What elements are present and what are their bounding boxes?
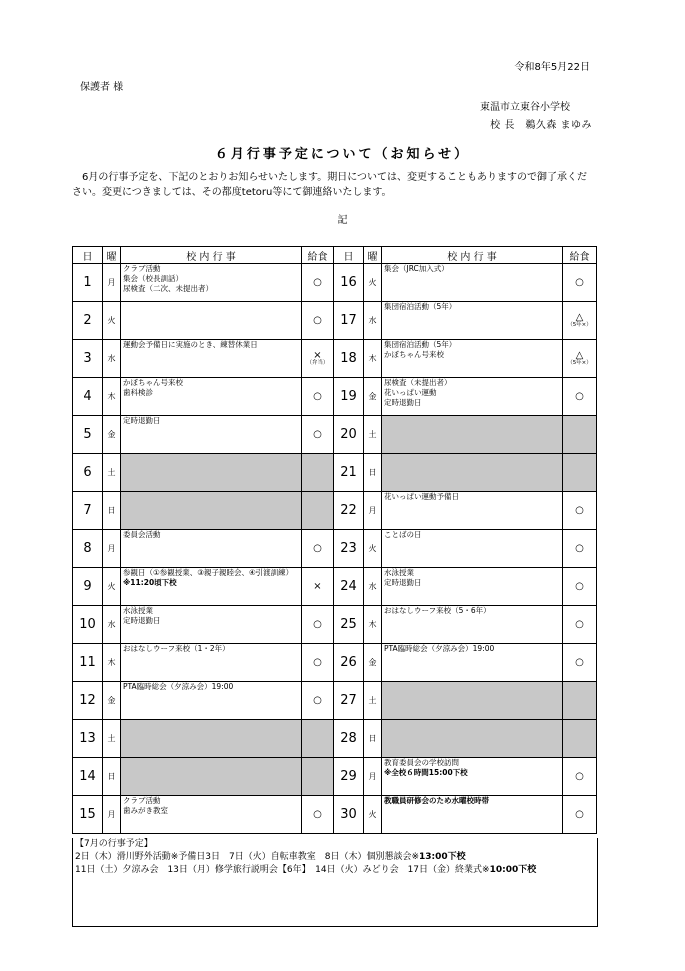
table-row [73, 530, 597, 568]
event-line: 定時退勤日 [123, 416, 161, 425]
day-number: 15 [73, 796, 103, 834]
meal-cell [563, 682, 597, 720]
meal-cell [563, 340, 597, 378]
meal-mark: ○ [313, 315, 322, 326]
meal-cell [563, 720, 597, 758]
weekday: 水 [103, 606, 121, 644]
intro-paragraph: 6月の行事予定を、下記のとおりお知らせいたします。期日については、変更することもありますので御了承ください。変更につきましては、その都度tetoru等にて御連絡いたします。 [72, 172, 588, 198]
event-cell [382, 796, 563, 834]
event-line: 集会（校長訓話） [123, 274, 183, 283]
day-number: 5 [73, 416, 103, 454]
day-number: 18 [334, 340, 364, 378]
july-schedule [72, 838, 598, 927]
event-line: 委員会活動 [123, 530, 161, 539]
meal-mark: ○ [313, 695, 322, 706]
event-line: クラブ活動 [123, 264, 161, 273]
day-number: 7 [73, 492, 103, 530]
header-events: 校 内 行 事 [121, 247, 302, 264]
table-row [73, 492, 597, 530]
meal-mark: ○ [575, 277, 584, 288]
weekday: 木 [364, 340, 382, 378]
event-line: PTA臨時総会（夕涼み会）19:00 [384, 644, 495, 653]
weekday: 火 [103, 302, 121, 340]
weekday: 火 [103, 568, 121, 606]
weekday: 日 [103, 758, 121, 796]
event-line: 歯科検診 [123, 388, 153, 397]
meal-cell [302, 530, 334, 568]
day-number: 19 [334, 378, 364, 416]
july-line-2-bold: 10:00下校 [489, 865, 537, 875]
july-heading: 【7月の行事予定】 [75, 839, 153, 849]
meal-cell [302, 758, 334, 796]
event-cell [121, 530, 302, 568]
table-row [73, 720, 597, 758]
event-cell [382, 568, 563, 606]
meal-mark: ○ [313, 543, 322, 554]
table-row [73, 416, 597, 454]
meal-cell [563, 568, 597, 606]
day-number: 2 [73, 302, 103, 340]
day-number: 13 [73, 720, 103, 758]
event-cell [382, 492, 563, 530]
event-cell [382, 340, 563, 378]
meal-cell [302, 378, 334, 416]
weekday: 木 [103, 378, 121, 416]
event-line: 教職員研修会のため水曜校時帯 [384, 796, 489, 805]
weekday: 金 [364, 644, 382, 682]
meal-note: （5年×） [567, 321, 592, 328]
weekday: 土 [103, 454, 121, 492]
event-line: かぼちゃん号来校 [384, 350, 444, 359]
recipient: 保護者 様 [80, 82, 124, 93]
day-number: 22 [334, 492, 364, 530]
meal-cell [302, 454, 334, 492]
day-number: 20 [334, 416, 364, 454]
table-header-row [73, 247, 597, 264]
event-line: 運動会予備日に実施のとき、練替休業日 [123, 340, 258, 349]
event-cell [121, 340, 302, 378]
weekday: 水 [103, 340, 121, 378]
meal-cell [563, 378, 597, 416]
meal-mark: × [313, 349, 322, 361]
event-line: 教育委員会の学校訪問 [384, 758, 459, 767]
table-row [73, 568, 597, 606]
event-cell [382, 682, 563, 720]
event-cell [382, 530, 563, 568]
event-cell [382, 302, 563, 340]
meal-mark: ○ [575, 581, 584, 592]
event-cell [121, 796, 302, 834]
weekday: 日 [364, 720, 382, 758]
event-line: 水泳授業 [123, 606, 153, 615]
july-line-1-text: 2日（木）滑川野外活動※予備日3日 7日（火）自転車教室 8日（木）個別懇談会※ [75, 852, 419, 862]
meal-mark: ○ [313, 657, 322, 668]
event-line: クラブ活動 [123, 796, 161, 805]
day-number: 26 [334, 644, 364, 682]
weekday: 水 [364, 568, 382, 606]
event-line: 定時退勤日 [123, 616, 161, 625]
weekday: 金 [103, 416, 121, 454]
day-number: 17 [334, 302, 364, 340]
event-line: おはなしウーフ来校（5・6年） [384, 606, 491, 615]
meal-mark: ○ [575, 809, 584, 820]
meal-cell [302, 644, 334, 682]
table-row [73, 454, 597, 492]
event-line: 定時退勤日 [384, 578, 422, 587]
meal-cell [302, 606, 334, 644]
day-number: 9 [73, 568, 103, 606]
meal-cell [563, 416, 597, 454]
meal-mark: △ [575, 349, 584, 361]
meal-mark: ○ [313, 619, 322, 630]
event-cell [382, 454, 563, 492]
meal-cell [302, 340, 334, 378]
day-number: 12 [73, 682, 103, 720]
event-cell [121, 568, 302, 606]
day-number: 30 [334, 796, 364, 834]
event-line: 定時退勤日 [384, 398, 422, 407]
weekday: 月 [364, 492, 382, 530]
event-cell [121, 758, 302, 796]
weekday: 土 [364, 416, 382, 454]
document-title: ６月行事予定について（お知らせ） [214, 147, 471, 162]
meal-mark: ○ [313, 277, 322, 288]
day-number: 4 [73, 378, 103, 416]
meal-cell [302, 720, 334, 758]
weekday: 月 [103, 530, 121, 568]
day-number: 27 [334, 682, 364, 720]
meal-cell [563, 796, 597, 834]
day-number: 8 [73, 530, 103, 568]
weekday: 月 [103, 264, 121, 302]
principal-name: 校 長 鵜久森 まゆみ [490, 120, 592, 131]
day-number: 10 [73, 606, 103, 644]
day-number: 11 [73, 644, 103, 682]
event-line: 尿検査（二次、未提出者） [123, 284, 213, 293]
weekday: 土 [364, 682, 382, 720]
header-day: 日 [334, 247, 364, 264]
event-line: ことばの日 [384, 530, 422, 539]
meal-cell [563, 644, 597, 682]
meal-mark: × [313, 581, 322, 592]
meal-cell [563, 492, 597, 530]
event-line: 集団宿泊活動（5年） [384, 340, 457, 349]
event-cell [382, 758, 563, 796]
event-cell [382, 720, 563, 758]
july-line-2 [75, 864, 597, 877]
table-row [73, 682, 597, 720]
event-cell [121, 378, 302, 416]
meal-cell [302, 264, 334, 302]
event-line: かぼちゃん号来校 [123, 378, 183, 387]
meal-cell [563, 454, 597, 492]
schedule-table [72, 246, 597, 834]
weekday: 火 [364, 530, 382, 568]
header-events: 校 内 行 事 [382, 247, 563, 264]
meal-cell [302, 568, 334, 606]
day-number: 16 [334, 264, 364, 302]
table-row [73, 378, 597, 416]
weekday: 金 [103, 682, 121, 720]
table-row [73, 264, 597, 302]
event-line: 参観日（①参観授業、③親子親睦会、④引渡訓練） [123, 568, 294, 577]
event-line: おはなしウーフ来校（1・2年） [123, 644, 230, 653]
event-cell [121, 264, 302, 302]
event-cell [121, 492, 302, 530]
weekday: 木 [364, 606, 382, 644]
day-number: 21 [334, 454, 364, 492]
meal-cell [302, 492, 334, 530]
weekday: 月 [364, 758, 382, 796]
event-cell [121, 644, 302, 682]
event-line: ※全校６時間15:00下校 [384, 768, 468, 777]
meal-cell [563, 264, 597, 302]
day-number: 28 [334, 720, 364, 758]
event-line: PTA臨時総会（夕涼み会）19:00 [123, 682, 234, 691]
event-line: 花いっぱい運動 [384, 388, 437, 397]
weekday: 金 [364, 378, 382, 416]
event-cell [382, 644, 563, 682]
meal-cell [302, 796, 334, 834]
event-cell [121, 720, 302, 758]
event-line: 集会（JRC加入式） [384, 264, 449, 273]
meal-mark: ○ [313, 429, 322, 440]
weekday: 火 [364, 796, 382, 834]
meal-note: （5年×） [567, 359, 592, 366]
weekday: 木 [103, 644, 121, 682]
meal-note: （弁当） [306, 359, 329, 366]
meal-cell [302, 416, 334, 454]
weekday: 日 [103, 492, 121, 530]
event-cell [121, 682, 302, 720]
meal-cell [563, 606, 597, 644]
meal-cell [563, 302, 597, 340]
meal-mark: ○ [575, 505, 584, 516]
event-line: ※11:20頃下校 [123, 578, 177, 587]
event-cell [382, 378, 563, 416]
meal-mark: ○ [575, 543, 584, 554]
table-row [73, 644, 597, 682]
event-cell [382, 606, 563, 644]
header-weekday: 曜 [103, 247, 121, 264]
header-meal: 給食 [302, 247, 334, 264]
event-cell [121, 416, 302, 454]
day-number: 23 [334, 530, 364, 568]
day-number: 29 [334, 758, 364, 796]
meal-cell [563, 758, 597, 796]
header-weekday: 曜 [364, 247, 382, 264]
day-number: 25 [334, 606, 364, 644]
day-number: 6 [73, 454, 103, 492]
event-line: 歯みがき教室 [123, 806, 168, 815]
day-number: 1 [73, 264, 103, 302]
event-line: 集団宿泊活動（5年） [384, 302, 457, 311]
meal-mark: △ [575, 311, 584, 323]
table-row [73, 796, 597, 834]
meal-mark: ○ [575, 619, 584, 630]
table-row [73, 302, 597, 340]
meal-cell [563, 530, 597, 568]
event-line: 花いっぱい運動予備日 [384, 492, 459, 501]
weekday: 月 [103, 796, 121, 834]
meal-cell [302, 682, 334, 720]
july-line-2-text: 11日（土）夕涼み会 13日（月）修学旅行説明会【6年】 14日（火）みどり会 17日（金）終業式※ [75, 865, 490, 875]
event-line: 水泳授業 [384, 568, 414, 577]
weekday: 火 [364, 264, 382, 302]
issue-date: 令和8年5月22日 [514, 62, 590, 73]
event-line: 尿検査（未提出者） [384, 378, 452, 387]
meal-mark: ○ [313, 809, 322, 820]
day-number: 3 [73, 340, 103, 378]
header-day: 日 [73, 247, 103, 264]
weekday: 土 [103, 720, 121, 758]
school-name: 東温市立東谷小学校 [480, 102, 570, 113]
table-row [73, 758, 597, 796]
ki-mark: 記 [337, 215, 348, 226]
meal-cell [302, 302, 334, 340]
meal-mark: ○ [575, 391, 584, 402]
event-cell [121, 454, 302, 492]
day-number: 24 [334, 568, 364, 606]
event-cell [382, 416, 563, 454]
day-number: 14 [73, 758, 103, 796]
july-line-1 [75, 851, 597, 864]
event-cell [121, 302, 302, 340]
meal-mark: ○ [575, 771, 584, 782]
table-row [73, 606, 597, 644]
july-line-1-bold: 13:00下校 [419, 852, 466, 862]
weekday: 日 [364, 454, 382, 492]
event-cell [121, 606, 302, 644]
table-row [73, 340, 597, 378]
header-meal: 給食 [563, 247, 597, 264]
event-cell [382, 264, 563, 302]
weekday: 水 [364, 302, 382, 340]
meal-mark: ○ [313, 391, 322, 402]
meal-mark: ○ [575, 657, 584, 668]
